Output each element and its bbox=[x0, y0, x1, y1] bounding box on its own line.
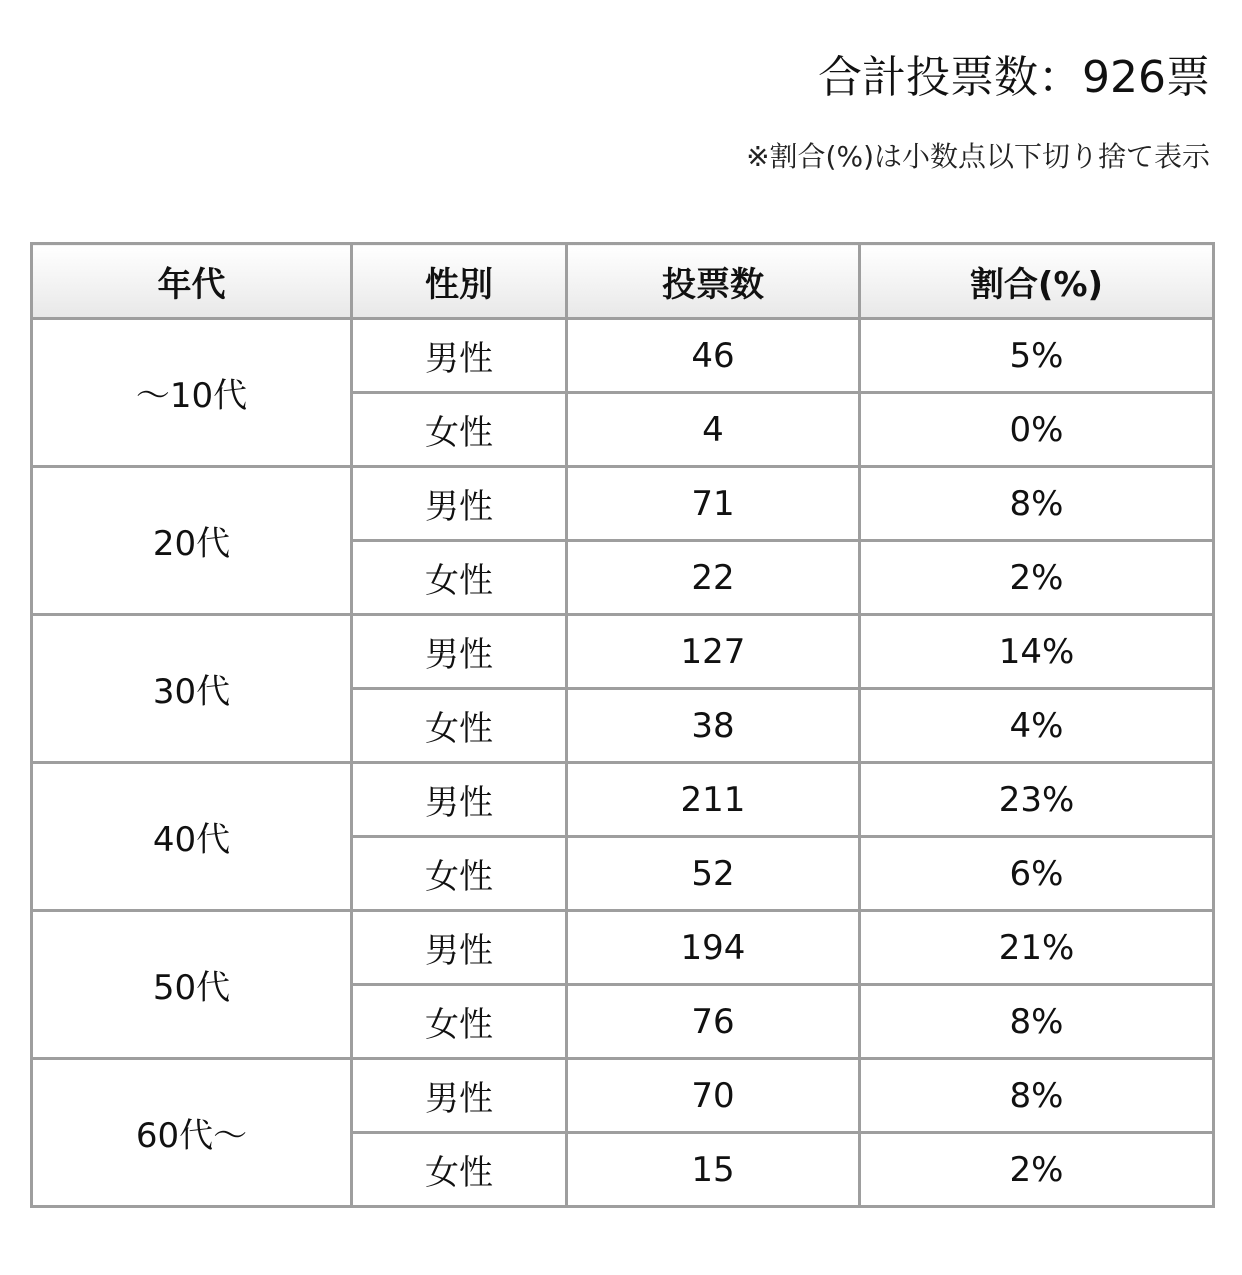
gender-cell: 男性 bbox=[352, 319, 567, 393]
votes-cell: 71 bbox=[567, 467, 860, 541]
column-header-votes: 投票数 bbox=[567, 244, 860, 319]
percentage-cell: 4% bbox=[860, 689, 1214, 763]
header-row bbox=[32, 244, 1214, 319]
results-table bbox=[30, 242, 1215, 1208]
gender-cell: 女性 bbox=[352, 393, 567, 467]
age-group-cell: 40代 bbox=[32, 763, 352, 911]
percentage-cell: 14% bbox=[860, 615, 1214, 689]
votes-cell: 52 bbox=[567, 837, 860, 911]
table-row bbox=[32, 319, 1214, 393]
table-row bbox=[32, 1059, 1214, 1133]
gender-cell: 男性 bbox=[352, 911, 567, 985]
table-header bbox=[32, 244, 1214, 319]
age-group-cell: 20代 bbox=[32, 467, 352, 615]
gender-cell: 女性 bbox=[352, 541, 567, 615]
votes-cell: 194 bbox=[567, 911, 860, 985]
table-row bbox=[32, 615, 1214, 689]
rounding-note: ※割合(%)は小数点以下切り捨て表示 bbox=[746, 140, 1210, 173]
table-row bbox=[32, 467, 1214, 541]
percentage-cell: 8% bbox=[860, 985, 1214, 1059]
percentage-cell: 8% bbox=[860, 467, 1214, 541]
column-header-percentage: 割合(%) bbox=[860, 244, 1214, 319]
percentage-cell: 23% bbox=[860, 763, 1214, 837]
column-header-gender: 性別 bbox=[352, 244, 567, 319]
votes-cell: 127 bbox=[567, 615, 860, 689]
percentage-cell: 8% bbox=[860, 1059, 1214, 1133]
age-group-cell: ～10代 bbox=[32, 319, 352, 467]
age-group-cell: 50代 bbox=[32, 911, 352, 1059]
percentage-cell: 5% bbox=[860, 319, 1214, 393]
gender-cell: 女性 bbox=[352, 1133, 567, 1207]
gender-cell: 男性 bbox=[352, 615, 567, 689]
votes-cell: 4 bbox=[567, 393, 860, 467]
table-body bbox=[32, 319, 1214, 1207]
votes-cell: 38 bbox=[567, 689, 860, 763]
votes-cell: 22 bbox=[567, 541, 860, 615]
age-group-cell: 60代～ bbox=[32, 1059, 352, 1207]
percentage-cell: 21% bbox=[860, 911, 1214, 985]
votes-cell: 15 bbox=[567, 1133, 860, 1207]
gender-cell: 男性 bbox=[352, 467, 567, 541]
votes-cell: 211 bbox=[567, 763, 860, 837]
percentage-cell: 0% bbox=[860, 393, 1214, 467]
table-row bbox=[32, 911, 1214, 985]
table-row bbox=[32, 763, 1214, 837]
gender-cell: 女性 bbox=[352, 837, 567, 911]
percentage-cell: 6% bbox=[860, 837, 1214, 911]
gender-cell: 女性 bbox=[352, 985, 567, 1059]
age-group-cell: 30代 bbox=[32, 615, 352, 763]
votes-cell: 46 bbox=[567, 319, 860, 393]
gender-cell: 男性 bbox=[352, 1059, 567, 1133]
percentage-cell: 2% bbox=[860, 1133, 1214, 1207]
votes-cell: 76 bbox=[567, 985, 860, 1059]
total-votes: 合計投票数：926票 bbox=[818, 52, 1210, 103]
gender-cell: 女性 bbox=[352, 689, 567, 763]
percentage-cell: 2% bbox=[860, 541, 1214, 615]
votes-cell: 70 bbox=[567, 1059, 860, 1133]
column-header-age: 年代 bbox=[32, 244, 352, 319]
gender-cell: 男性 bbox=[352, 763, 567, 837]
